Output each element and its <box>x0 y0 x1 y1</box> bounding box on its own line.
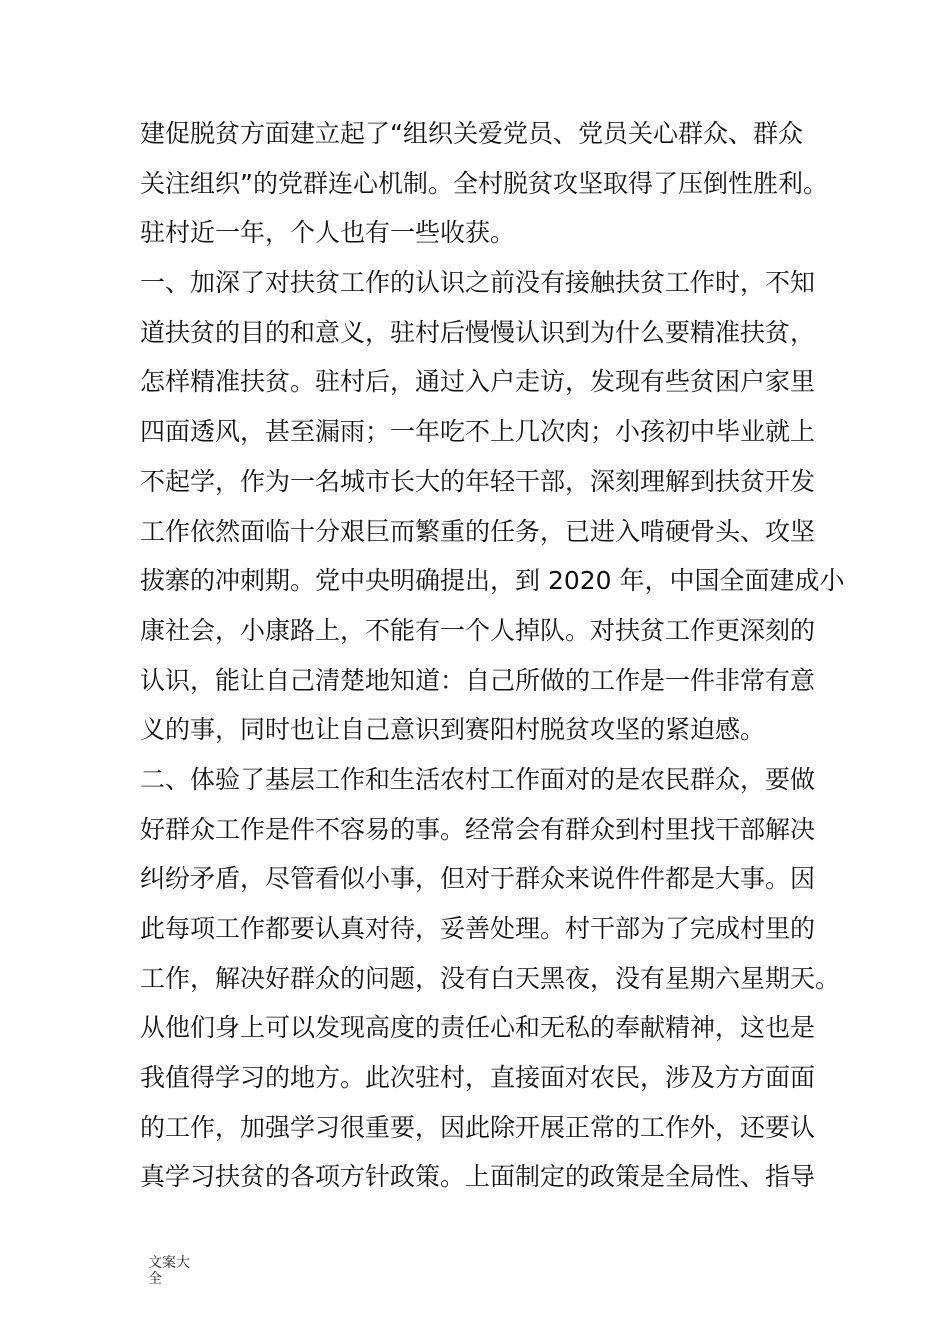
text-line: 驻村近一年，个人也有一些收获。 <box>140 218 516 248</box>
text-line: 好群众工作是件不容易的事。经常会有群众到村里找干部解决 <box>140 814 816 844</box>
body-text <box>140 109 845 1202</box>
footer-text-line-1: 文案大 <box>148 1255 190 1271</box>
text-line: 真学习扶贫的各项方针政策。上面制定的政策是全局性、指导 <box>140 1162 816 1192</box>
text-line: 关注组织”的党群连心机制。全村脱贫攻坚取得了压倒性胜利。 <box>140 168 828 198</box>
text-line: 建促脱贫方面建立起了“组织关爱党员、党员关心群众、群众 <box>140 119 803 148</box>
text-line: 四面透风，甚至漏雨；一年吃不上几次肉；小孩初中毕业就上 <box>140 417 816 447</box>
text-line: 认识，能让自己清楚地知道：自己所做的工作是一件非常有意 <box>140 665 816 695</box>
text-line: 怎样精准扶贫。驻村后，通过入户走访，发现有些贫困户家里 <box>140 367 816 397</box>
footer-text-line-2: 全 <box>148 1271 162 1287</box>
text-line: 康社会，小康路上，不能有一个人掉队。对扶贫工作更深刻的 <box>140 615 816 645</box>
text-line: 工作，解决好群众的问题，没有白天黑夜，没有星期六星期天。 <box>140 963 841 993</box>
text-line: 不起学，作为一名城市长大的年轻干部，深刻理解到扶贫开发 <box>140 466 816 496</box>
text-line: 一、加深了对扶贫工作的认识之前没有接触扶贫工作时，不知 <box>140 268 816 298</box>
text-line: 从他们身上可以发现高度的责任心和无私的奉献精神，这也是 <box>140 1013 816 1043</box>
text-line: 纠纷矛盾，尽管看似小事，但对于群众来说件件都是大事。因 <box>140 864 816 894</box>
text-line: 二、体验了基层工作和生活农村工作面对的是农民群众，要做 <box>140 764 816 794</box>
text-line: 我值得学习的地方。此次驻村，直接面对农民，涉及方方面面 <box>140 1063 816 1093</box>
text-line: 工作依然面临十分艰巨而繁重的任务，已进入啃硬骨头、攻坚 <box>140 516 816 546</box>
text-line: 此每项工作都要认真对待，妥善处理。村干部为了完成村里的 <box>140 914 816 943</box>
page-footer <box>148 1255 200 1287</box>
text-line: 道扶贫的目的和意义，驻村后慢慢认识到为什么要精准扶贫， <box>140 317 816 347</box>
text-line: 义的事，同时也让自己意识到赛阳村脱贫攻坚的紧迫感。 <box>140 715 766 745</box>
text-line: 拔寨的冲刺期。党中央明确提出，到 2020 年，中国全面建成小 <box>140 566 845 596</box>
text-line: 的工作，加强学习很重要，因此除开展正常的工作外，还要认 <box>140 1112 816 1142</box>
